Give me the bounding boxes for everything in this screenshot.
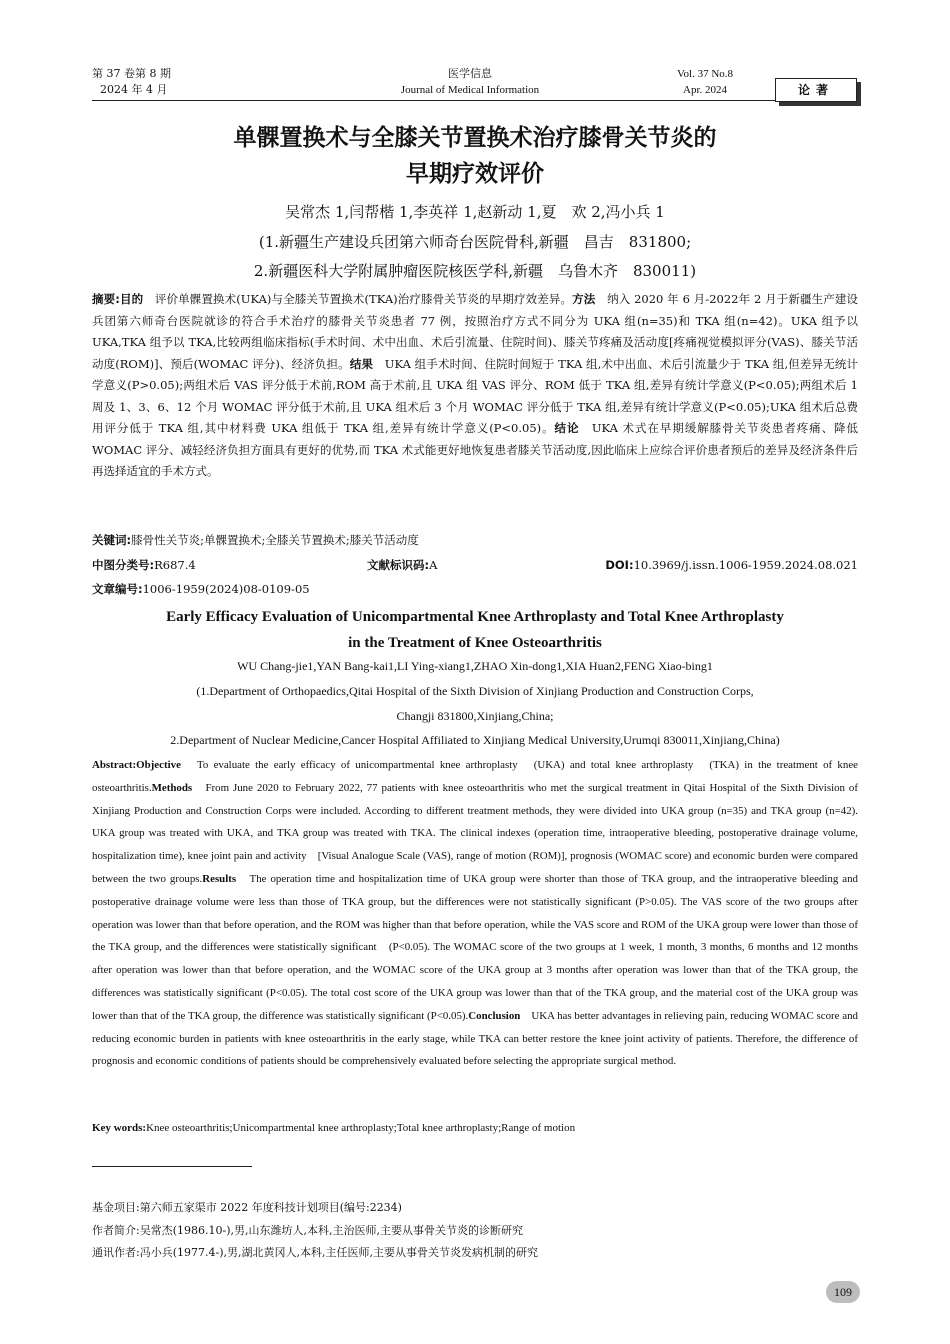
en-authors: WU Chang-jie1,YAN Bang-kai1,LI Ying-xiang1,ZHAO Xin-dong1,XIA Huan2,FENG Xiao-bing1: [237, 659, 713, 673]
header-vol-en: Vol. 37 No.8: [676, 68, 734, 80]
footnote-rule: [92, 1166, 252, 1167]
footnote-author-bio: 作者简介:吴常杰(1986.10-),男,山东潍坊人,本科,主治医师,主要从事骨关节炎的诊断研究: [92, 1224, 523, 1237]
cn-title-line2: 早期疗效评价: [406, 161, 544, 187]
cn-doccode: A: [429, 558, 438, 572]
header-rule: [92, 100, 858, 101]
cn-affiliation-2: 2.新疆医科大学附属肿瘤医院核医学科,新疆 乌鲁木齐 830011): [253, 262, 697, 280]
en-affiliation-2: Changji 831800,Xinjiang,China;: [396, 709, 554, 723]
en-affiliation-3: 2.Department of Nuclear Medicine,Cancer Hospital Affiliated to Xinjiang Medical University,Urumqi 830011,Xinjiang,China): [170, 733, 780, 747]
en-title-line2: in the Treatment of Knee Osteoarthritis: [348, 635, 602, 651]
section-tag: 论著: [775, 78, 857, 102]
cn-methods: 纳入 2020 年 6 月-2022年 2 月于新疆生产建设兵团第六师奇台医院就诊的符合手术治疗的膝骨关节炎患者 77 例，按照治疗方式不同分为 UKA 组(n=35)和 TKA 组(n=42)。UKA 组予以 UKA,TKA 组予以 TKA,比较两组临床指标(手术时间、术中出血、术后引流量、住院时间)、膝关节疼痛及活动度[疼痛视觉模拟评分(VAS)、膝关节活动度(ROM)]、预后(WOMAC 评分)、经济负担。: [92, 292, 858, 371]
cn-conclusion: UKA 术式在早期缓解膝骨关节炎患者疼痛、降低 WOMAC 评分、减轻经济负担方面具有更好的优势,而 TKA 术式能更好地恢复患者膝关节活动度,因此临床上应综合评价患者预后的差异及经济条件后再选择适宜的手术方式。: [92, 421, 858, 478]
en-abstract-label: Abstract:: [92, 759, 137, 771]
header-vol-cn: 第 37 卷第 8 期: [92, 67, 171, 80]
cn-keywords-label: 关键词:: [92, 533, 132, 547]
en-keywords-text: Knee osteoarthritis;Unicompartmental knee arthroplasty;Total knee arthroplasty;Range of motion: [146, 1122, 576, 1134]
cn-conclusion-label: 结论: [554, 421, 580, 435]
cn-affiliation-1: (1.新疆生产建设兵团第六师奇台医院骨科,新疆 昌吉 831800;: [258, 233, 692, 251]
cn-classification: [92, 555, 858, 575]
cn-clc-label: 中图分类号:: [92, 558, 155, 572]
header-journal-cn: 医学信息: [448, 67, 492, 80]
header-volume-en: [650, 66, 760, 98]
en-affiliation-1: (1.Department of Orthopaedics,Qitai Hospital of the Sixth Division of Xinjiang Production and Construction Corps,: [196, 684, 754, 698]
cn-results: UKA 组手术时间、住院时间短于 TKA 组,术中出血、术后引流量少于 TKA 组,但差异无统计学意义(P>0.05);两组术后 VAS 评分低于术前,ROM 高于术前,且 UKA 组 VAS 评分、ROM 低于 TKA 组,差异有统计学意义(P<0.05);两组术后 1 周及 1、3、6、12 个月 WOMAC 评分低于术前,且 UKA 组术后 3 个月 WOMAC 评分低于 TKA 组,差异有统计学意义(P<0.05);UKA 组术后总费用评分低于 TKA 组,其中材料费 UKA 组低于 TKA 组,差异有统计学意义(P<0.05)。: [92, 356, 858, 435]
cn-abstract-label: 摘要:: [92, 292, 120, 306]
en-keywords-label: Key words:: [92, 1122, 147, 1134]
en-conclusion: UKA has better advantages in relieving pain, reducing WOMAC score and reducing economic burden in patients with knee osteoarthritis in the early stage, while TKA can better restore the knee joint activity of patients. Therefore, the difference of prognosis and economic conditions of patients should be comprehensively evaluated before selecting the appropriate surgical method.: [92, 1009, 859, 1068]
en-abstract: [92, 754, 858, 1073]
cn-objective: 评价单髁置换术(UKA)与全膝关节置换术(TKA)治疗膝骨关节炎的早期疗效差异。: [143, 292, 573, 306]
cn-doi: 10.3969/j.issn.1006-1959.2024.08.021: [633, 558, 858, 572]
footnote-corresponding: 通讯作者:冯小兵(1977.4-),男,湖北黄冈人,本科,主任医师,主要从事骨关节炎发病机制的研究: [92, 1246, 538, 1259]
cn-title-line1: 单髁置换术与全膝关节置换术治疗膝骨关节炎的: [233, 125, 717, 151]
cn-doccode-label: 文献标识码:: [367, 558, 430, 572]
header-volume-cn: [92, 66, 171, 98]
cn-methods-label: 方法: [572, 292, 596, 306]
en-title-line1: Early Efficacy Evaluation of Unicompartmental Knee Arthroplasty and Total Knee Arthroplasty: [166, 609, 784, 625]
cn-keywords-text: 膝骨性关节炎;单髁置换术;全膝关节置换术;膝关节活动度: [131, 533, 419, 547]
cn-articleno: 1006-1959(2024)08-0109-05: [142, 582, 310, 596]
en-results-label: Results: [202, 872, 237, 885]
cn-keywords: [92, 530, 858, 550]
en-results: The operation time and hospitalization time of UKA group were shorter than those of TKA group, and the intraoperative bleeding and postoperative drainage volume were less than those of TKA group, but the differences were not statistically significant (P>0.05). The VAS score of the two groups after operation was lower than that before operation, and the ROM was higher than that before operation, while the VAS score and ROM of the UKA group were lower than those of the TKA group, and the differences were statistically significant (P<0.05). The WOMAC score of the two groups at 1 week, 1 month, 3 months, 6 months and 12 months after operation was lower than that before operation, and the WOMAC score of the UKA group at 3 months after operation was lower than that of the TKA group, the differences was statistically significant (P<0.05). The total cost score of the UKA group was lower than that of the TKA group, and the material cost of the UKA group was lower than that of the TKA group, the difference was statistically significant (P<0.05).: [92, 872, 858, 1022]
en-title: [92, 604, 858, 656]
en-methods: From June 2020 to February 2022, 77 patients with knee osteoarthritis who met the surgical treatment in Qitai Hospital of the Sixth Division of Xinjiang Production and Construction Corps were included. According to different treatment methods, they were divided into UKA group (n=35) and TKA group (n=42). UKA group was treated with UKA, and TKA group was treated with TKA. The clinical indexes (operation time, intraoperative bleeding, postoperative drainage volume, hospitalization time), knee joint pain and activity [Visual Analogue Scale (VAS), range of motion (ROM)], prognosis (WOMAC score) and economic burden were compared between the two groups.: [92, 781, 858, 885]
en-methods-label: Methods: [151, 781, 193, 794]
header-journal: [320, 66, 620, 98]
cn-article-number: [92, 579, 858, 599]
header-date-en: Apr. 2024: [683, 84, 727, 96]
cn-objective-label: 目的: [119, 292, 144, 306]
cn-doi-label: DOI:: [605, 558, 634, 572]
en-keywords: [92, 1118, 858, 1138]
en-objective: To evaluate the early efficacy of unicompartmental knee arthroplasty (UKA) and total knee arthroplasty (TKA) in the treatment of knee osteoarthritis.: [92, 759, 858, 794]
cn-authors: 吴常杰 1,闫帮楷 1,李英祥 1,赵新动 1,夏 欢 2,冯小兵 1: [285, 203, 665, 221]
cn-articleno-label: 文章编号:: [92, 582, 143, 596]
cn-title: [92, 120, 858, 192]
cn-abstract: [92, 289, 858, 483]
footnote-fund: 基金项目:第六师五家渠市 2022 年度科技计划项目(编号:2234): [92, 1201, 402, 1214]
page-number: 109: [826, 1281, 860, 1303]
header-date-cn: 2024 年 4 月: [100, 83, 168, 96]
en-conclusion-label: Conclusion: [468, 1009, 521, 1022]
cn-results-label: 结果: [349, 356, 374, 371]
header-journal-en: Journal of Medical Information: [400, 84, 540, 96]
cn-clc: R687.4: [154, 558, 196, 572]
en-objective-label: Objective: [136, 759, 181, 771]
